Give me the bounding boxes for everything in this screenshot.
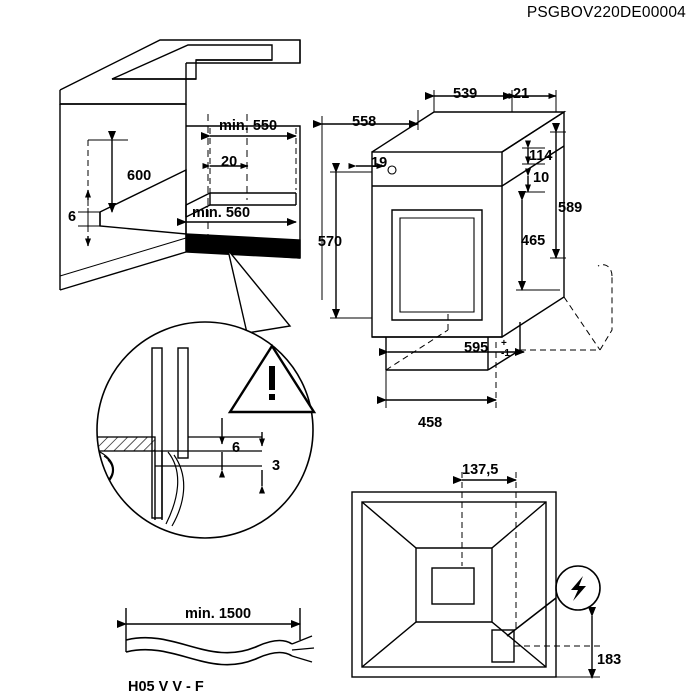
dim-label-539: 539 [453, 86, 478, 102]
dim-label-595: 595 [464, 340, 489, 356]
detail-circle-view [97, 250, 314, 538]
dim-label-detail-3: 3 [272, 458, 281, 474]
dim-label-589: 589 [558, 200, 583, 216]
dim-label-137-5: 137,5 [462, 462, 499, 478]
dim-label-183: 183 [597, 652, 622, 668]
dim-label-min-550: min. 550 [219, 118, 278, 134]
dim-label-465: 465 [521, 233, 546, 249]
dim-label-114: 114 [529, 148, 553, 164]
cable-type-label: H05 V V - F [128, 679, 204, 695]
dim-label-458: 458 [418, 415, 443, 431]
drawing-code-label: PSGBOV220DE00004 [526, 4, 686, 21]
oven-front-view [322, 90, 612, 408]
dim-label-detail-6: 6 [232, 440, 241, 456]
dim-label-20: 20 [221, 154, 238, 170]
electric-flash-icon [571, 576, 586, 601]
dim-label-6: 6 [68, 209, 77, 225]
dim-label-595-tol-upper: + [501, 338, 507, 349]
cabinet-cutout-view [60, 40, 300, 290]
dim-label-570: 570 [317, 234, 343, 250]
dim-label-600: 600 [127, 168, 152, 184]
dim-label-10: 10 [533, 170, 550, 186]
rear-view [352, 472, 600, 678]
dim-label-min-560: min. 560 [192, 205, 251, 221]
dim-label-558: 558 [352, 114, 377, 130]
dim-label-19: 19 [371, 155, 388, 171]
dim-label-min-1500: min. 1500 [185, 606, 252, 622]
dim-label-21: 21 [513, 86, 530, 102]
dim-label-595-tol-lower: -1 [501, 348, 510, 359]
